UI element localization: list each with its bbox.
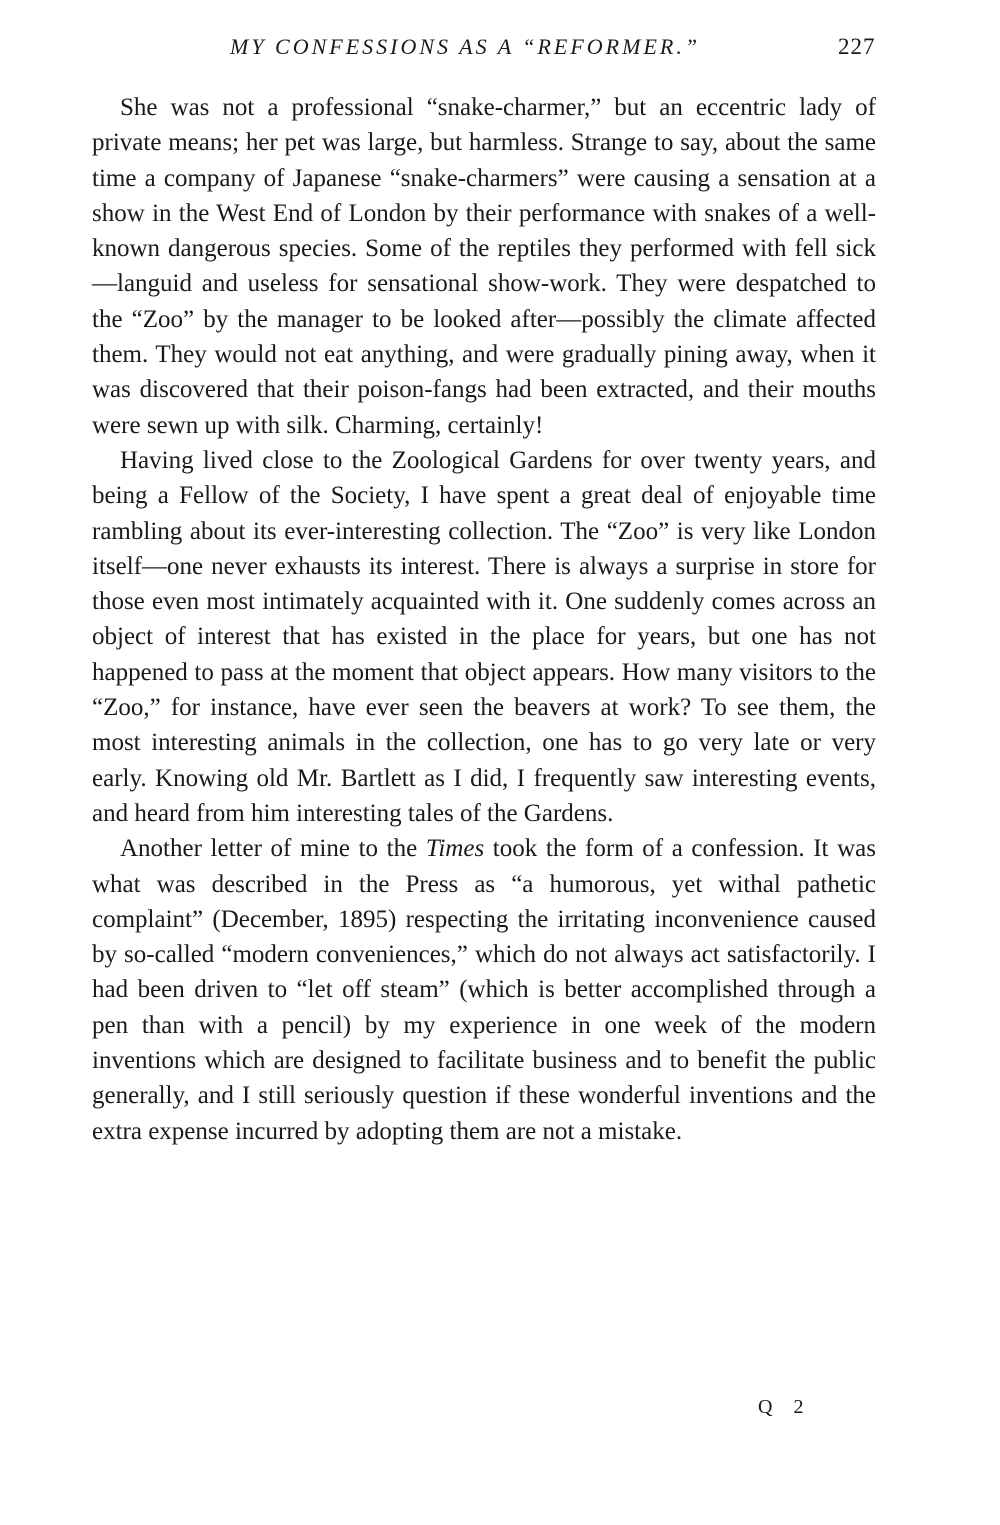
- paragraph-2: Having lived close to the Zoological Gardens for over twenty years, and being a Fellow of the Society, I have spent a great deal of enjoyable time rambling about its ever-interesting collection. The “Zoo” is very like London itself—one never exhausts its interest. There is always a surprise in store for those even most intimately acquainted with it. One suddenly comes across an object of interest that has existed in the place for years, but one has not happened to pass at the moment that object appears. How many visitors to the “Zoo,” for instance, have ever seen the beavers at work? To see them, the most interesting animals in the collection, one has to go very late or very early. Knowing old Mr. Bartlett as I did, I frequently saw interesting events, and heard from him interesting tales of the Gardens.: [92, 446, 876, 827]
- running-title: MY CONFESSIONS AS A “REFORMER.”: [230, 34, 701, 59]
- page-number: 227: [838, 34, 876, 59]
- paragraph-3: [92, 831, 876, 1149]
- paragraph-3-text-end: took the form of a confession. It was what was described in the Press as “a humorous, yet withal pathetic complaint” (December, 1895) respecting the irritating inconvenience caused by so-called “modern conveniences,” which do not always act satisfactorily. I had been driven to “let off steam” (which is better accomplished through a pen than with a pencil) by my experience in one week of the modern inventions which are designed to facilitate business and to benefit the public generally, and I still seriously question if these wonderful inventions and the extra expense incurred by adopting them are not a mistake.: [92, 835, 877, 1145]
- newspaper-title-times: Times: [425, 835, 485, 863]
- paragraph-3-text-start: Another letter of mine to the: [120, 835, 426, 863]
- body-text: [92, 90, 876, 1149]
- signature-mark: Q 2: [758, 1396, 812, 1418]
- paragraph-1: She was not a professional “snake-charmer,” but an eccentric lady of private means; her pet was large, but harmless. Strange to say, about the same time a company of Japanese “snake-charmers” were causing a sensation at a show in the West End of London by their performance with snakes of a well-known dangerous species. Some of the reptiles they performed with fell sick—languid and useless for sensational show-work. They were despatched to the “Zoo” by the manager to be looked after—possibly the climate affected them. They would not eat anything, and were gradually pining away, when it was discovered that their poison-fangs had been extracted, and their mouths were sewn up with silk. Charming, certainly!: [92, 94, 876, 439]
